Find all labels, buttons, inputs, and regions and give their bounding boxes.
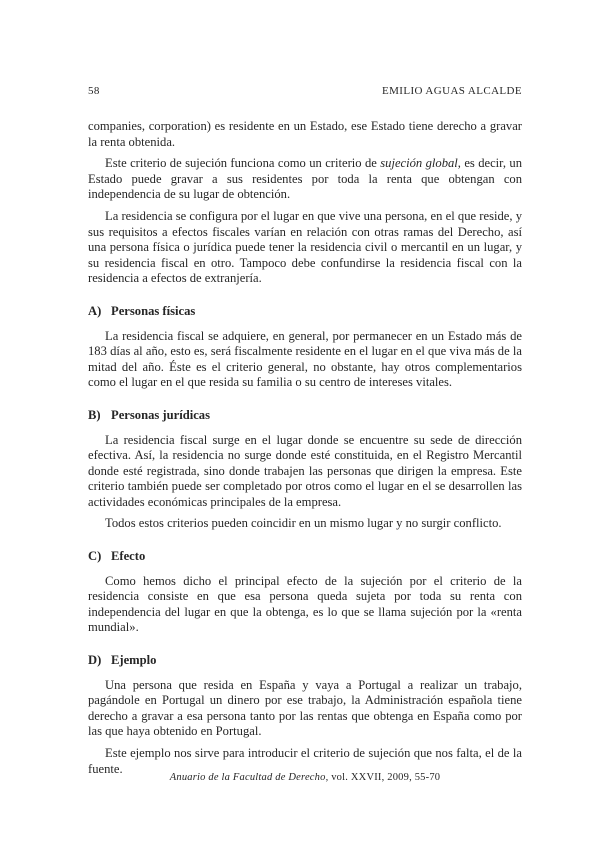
page-header [88,85,522,101]
page-number: 58 [88,85,100,97]
section-title: Personas jurídicas [111,407,210,422]
section-heading-c [88,549,522,565]
section-title: Personas físicas [111,303,196,318]
section-letter: A) [88,303,102,318]
paragraph: La residencia se configura por el lugar en que vive una persona, en el que reside, y sus requisitos a efectos fiscales varían en relación con otras ramas del Derecho, así una persona física o jurídica puede tener la residencia civil o mercantil en un lugar, y su residencia fiscal en otro. Tampoco debe confundirse la residencia fiscal con la residencia a efectos de extranjería. [88,208,522,286]
section-letter: B) [88,407,101,422]
running-head: EMILIO AGUAS ALCALDE [382,85,522,97]
paragraph: companies, corporation) es residente en un Estado, ese Estado tiene derecho a gravar la renta obtenida. [88,119,522,149]
section-letter: C) [88,549,102,564]
paragraph: Este ejemplo nos sirve para introducir el criterio de sujeción que nos falta, el de la fuente. [88,746,522,776]
paragraph [88,156,522,203]
paragraph: La residencia fiscal surge en el lugar donde se encuentre su sede de dirección efectiva. Así, la residencia no surge donde esté constituida, en el Registro Mercantil donde esté registrada, sino donde trabajen las personas que dirigen la empresa. Este criterio también puede ser completado por otros como el lugar en el se desarrollen las actividades económicas principales de la empresa. [88,432,522,509]
article-body [88,119,522,783]
citation: vol. XXVII, 2009, 55-70 [328,772,441,783]
section-letter: D) [88,653,102,668]
section-title: Ejemplo [111,653,157,668]
section-heading-b [88,408,522,424]
section-heading-a [88,304,522,320]
page-footer [88,772,522,783]
paragraph: Como hemos dicho el principal efecto de la sujeción por el criterio de la residencia consiste en que esa persona queda sujeta por toda su renta con independencia del lugar en que la obtenga, es lo que se llama sujeción por la «renta mundial». [88,573,522,635]
section-heading-d [88,653,522,669]
paragraph-text: , es decir, un Estado puede gravar a sus residentes por toda la renta que obtengan con independencia de su lugar de obtención. [88,156,522,202]
journal-title: Anuario de la Facultad de Derecho, [169,772,329,783]
section-title: Efecto [111,549,146,564]
paragraph: Todos estos criterios pueden coincidir en un mismo lugar y no surgir conflicto. [105,516,502,531]
paragraph-text: Este criterio de sujeción funciona como un criterio de [105,156,381,171]
paragraph: Una persona que resida en España y vaya a Portugal a realizar un trabajo, pagándole en Portugal un dinero por ese trabajo, la Administración española tiene derecho a gravar a esa persona tanto por las rentas que obtenga en España como por las que haya obtenido en Portugal. [88,677,522,739]
paragraph: La residencia fiscal se adquiere, en general, por permanecer en un Estado más de 183 días al año, esto es, será fiscalmente residente en el lugar en el que viva más de la mitad del año. Éste es el criterio general, no obstante, hay otros complementarios como el lugar en el que resida su familia o su centro de intereses vitales. [88,328,522,390]
emphasis-text: sujeción global [380,156,458,171]
page [88,0,522,848]
